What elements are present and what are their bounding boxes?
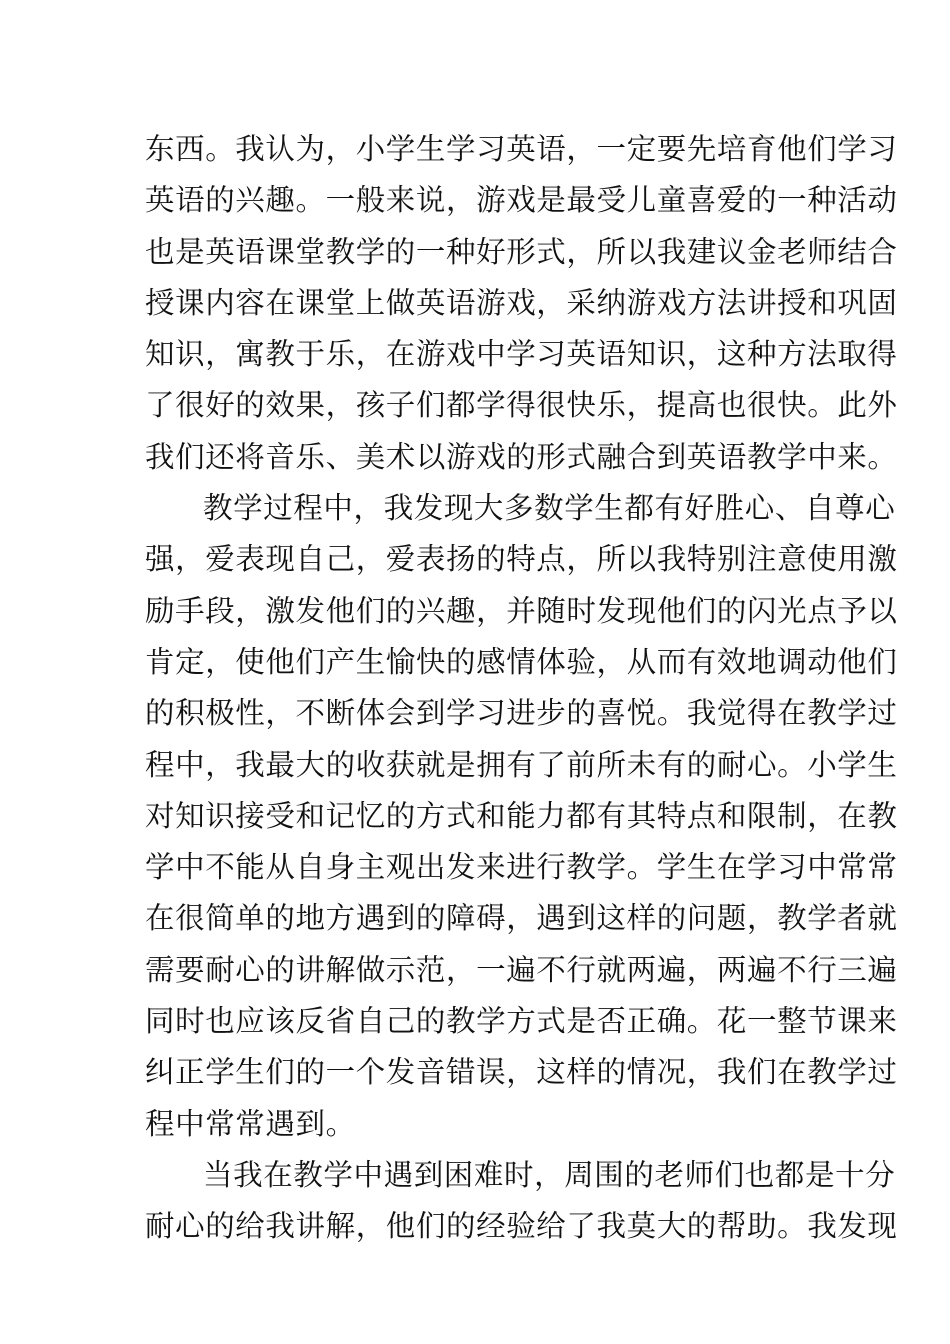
text-line: 对知识接受和记忆的方式和能力都有其特点和限制，在教 (145, 798, 898, 833)
text-line: 励手段，激发他们的兴趣，并随时发现他们的闪光点予以 (145, 593, 898, 628)
text-line: 也是英语课堂教学的一种好形式，所以我建议金老师结合 (145, 234, 898, 269)
text-line: 的积极性，不断体会到学习进步的喜悦。我觉得在教学过 (145, 696, 898, 731)
text-line: 需要耐心的讲解做示范，一遍不行就两遍，两遍不行三遍 (145, 952, 898, 987)
text-line: 同时也应该反省自己的教学方式是否正确。花一整节课来 (145, 1004, 898, 1039)
text-line: 学中不能从自身主观出发来进行教学。学生在学习中常常 (145, 850, 898, 885)
body-text (145, 124, 898, 1253)
text-line: 耐心的给我讲解，他们的经验给了我莫大的帮助。我发现 (145, 1209, 898, 1244)
text-line: 了很好的效果，孩子们都学得很快乐，提高也很快。此外 (145, 388, 898, 423)
text-line: 我们还将音乐、美术以游戏的形式融合到英语教学中来。 (145, 439, 898, 474)
text-line: 强，爱表现自己，爱表扬的特点，所以我特别注意使用激 (145, 542, 898, 577)
paragraph-start-line: 当我在教学中遇到困难时，周围的老师们也都是十分 (203, 1157, 896, 1192)
text-line: 东西。我认为，小学生学习英语，一定要先培育他们学习 (145, 132, 898, 166)
text-line: 程中常常遇到。 (145, 1106, 356, 1141)
text-line: 授课内容在课堂上做英语游戏，采纳游戏方法讲授和巩固 (145, 285, 898, 320)
text-line: 程中，我最大的收获就是拥有了前所未有的耐心。小学生 (145, 747, 898, 782)
text-line: 英语的兴趣。一般来说，游戏是最受儿童喜爱的一种活动 (145, 183, 898, 218)
text-line: 知识，寓教于乐，在游戏中学习英语知识，这种方法取得 (145, 337, 898, 372)
text-line: 纠正学生们的一个发音错误，这样的情况，我们在教学过 (145, 1055, 898, 1090)
paragraph-start-line: 教学过程中，我发现大多数学生都有好胜心、自尊心 (203, 491, 896, 526)
text-line: 在很简单的地方遇到的障碍，遇到这样的问题，教学者就 (145, 901, 898, 936)
text-line: 肯定，使他们产生愉快的感情体验，从而有效地调动他们 (145, 644, 898, 679)
